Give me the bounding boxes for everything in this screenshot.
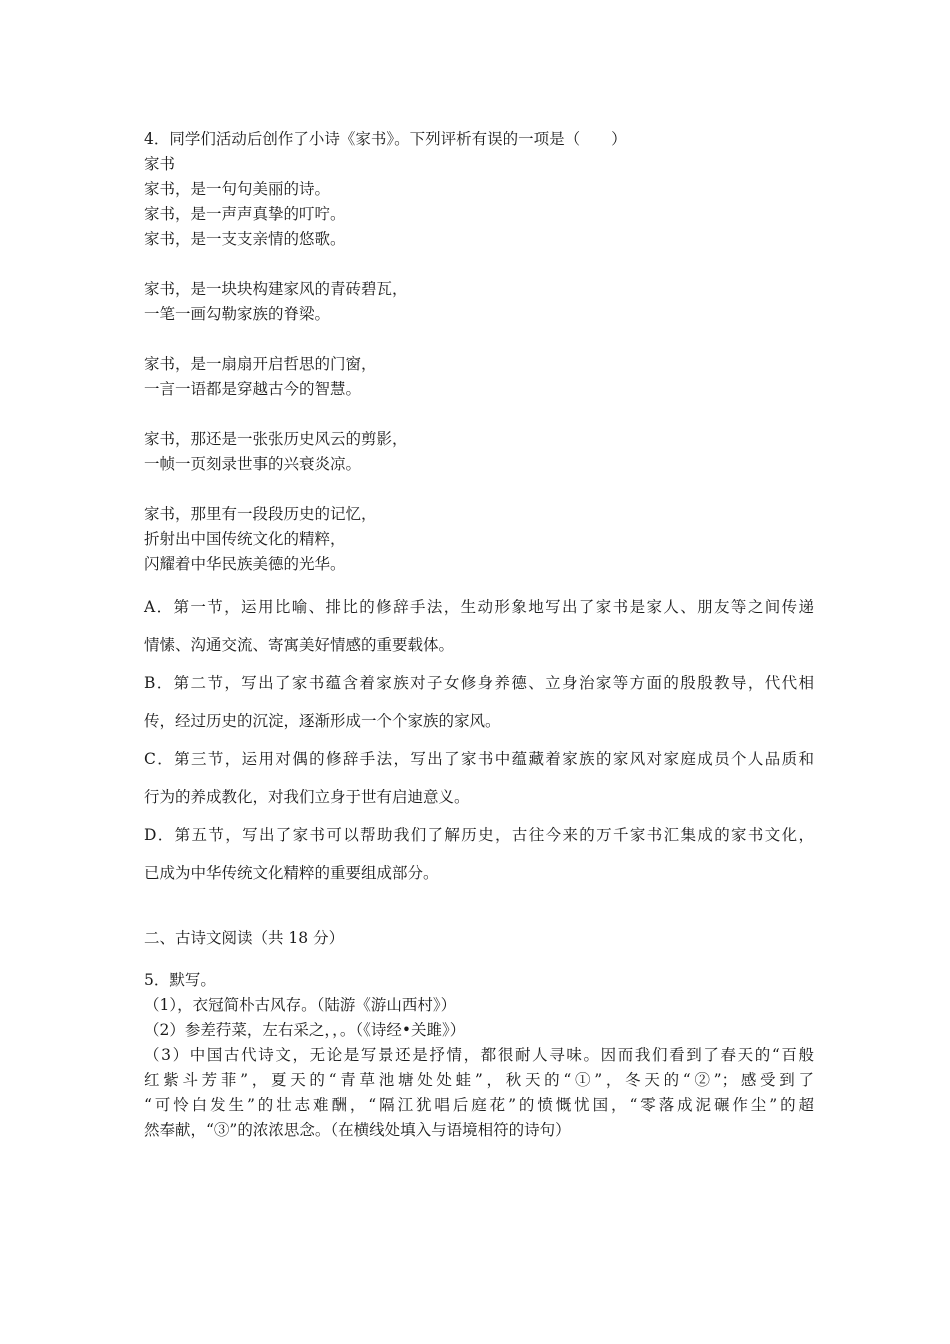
poem-line: 一言一语都是穿越古今的智慧。 (144, 380, 362, 398)
poem-line: 家书，是一扇扇开启哲思的门窗， (144, 355, 377, 373)
stanza-gap (144, 327, 814, 352)
question-5-item-3 (144, 1043, 814, 1143)
option-a[interactable] (144, 588, 814, 664)
option-b-line-2: 传，经过历史的沉淀，逐渐形成一个个家族的家风。 (144, 712, 501, 730)
question-5-item-3-line: 红紫斗芳菲”，夏天的“青草池塘处处蛙”，秋天的“①”，冬天的“②”；感受到了 (144, 1071, 814, 1089)
question-5-item-3-line: “可怜白发生”的壮志难酬，“隔江犹唱后庭花”的愤慨忧国，“零落成泥碾作尘”的超 (144, 1096, 814, 1114)
option-a-line-2: 情愫、沟通交流、寄寓美好情感的重要载体。 (144, 636, 455, 654)
poem-line: 家书，是一块块构建家风的青砖碧瓦， (144, 280, 408, 298)
poem-stanza-3 (144, 352, 814, 402)
option-b-line-1: B．第二节，写出了家书蕴含着家族对子女修身养德、立身治家等方面的殷殷教导，代代相 (144, 674, 814, 692)
question-4-stem: 4．同学们活动后创作了小诗《家书》。下列评析有误的一项是（ ） (144, 130, 627, 148)
option-b[interactable] (144, 664, 814, 740)
poem-stanza-5 (144, 502, 814, 577)
question-5-item-3-line: （3）中国古代诗文，无论是写景还是抒情，都很耐人寻味。因而我们看到了春天的“百般 (144, 1046, 814, 1064)
question-5-item-2: （2）参差荇菜，左右采之，，。（《诗经•关雎》） (144, 1021, 466, 1039)
option-c[interactable] (144, 740, 814, 816)
stanza-gap (144, 402, 814, 427)
option-d[interactable] (144, 816, 814, 892)
option-a-line-1: A．第一节，运用比喻、排比的修辞手法，生动形象地写出了家书是家人、朋友等之间传递 (144, 598, 814, 616)
question-5-item-1: （1），衣冠简朴古风存。（陆游《游山西村》） (144, 996, 457, 1014)
poem-line: 折射出中国传统文化的精粹， (144, 530, 346, 548)
poem-line: 家书，那还是一张张历史风云的剪影， (144, 430, 408, 448)
poem-stanza-4 (144, 427, 814, 477)
stanza-gap (144, 477, 814, 502)
option-d-line-1: D．第五节，写出了家书可以帮助我们了解历史，古往今来的万千家书汇集成的家书文化， (144, 826, 814, 844)
poem-line: 家书，是一声声真挚的叮咛。 (144, 205, 346, 223)
poem-stanza-2 (144, 277, 814, 327)
option-c-line-2: 行为的养成教化，对我们立身于世有启迪意义。 (144, 788, 470, 806)
section-2-heading: 二、古诗文阅读（共 18 分） (144, 929, 345, 947)
poem-line: 家书，是一支支亲情的悠歌。 (144, 230, 346, 248)
answer-options (144, 588, 814, 892)
option-c-line-1: C．第三节，运用对偶的修辞手法，写出了家书中蕴藏着家族的家风对家庭成员个人品质和 (144, 750, 814, 768)
poem-title: 家书 (144, 155, 176, 173)
stanza-gap (144, 252, 814, 277)
question-5-item-3-line: 然奉献，“③”的浓浓思念。（在横线处填入与语境相符的诗句） (144, 1121, 571, 1139)
poem-line: 家书，那里有一段段历史的记忆， (144, 505, 377, 523)
option-d-line-2: 已成为中华传统文化精粹的重要组成部分。 (144, 864, 439, 882)
poem-line: 家书，是一句句美丽的诗。 (144, 180, 331, 198)
poem-line: 一笔一画勾勒家族的脊梁。 (144, 305, 331, 323)
poem-stanza-1 (144, 177, 814, 252)
question-5-stem: 5．默写。 (144, 971, 216, 989)
poem-line: 一帧一页刻录世事的兴衰炎凉。 (144, 455, 362, 473)
document-page (144, 127, 814, 1143)
poem-line: 闪耀着中华民族美德的光华。 (144, 555, 346, 573)
